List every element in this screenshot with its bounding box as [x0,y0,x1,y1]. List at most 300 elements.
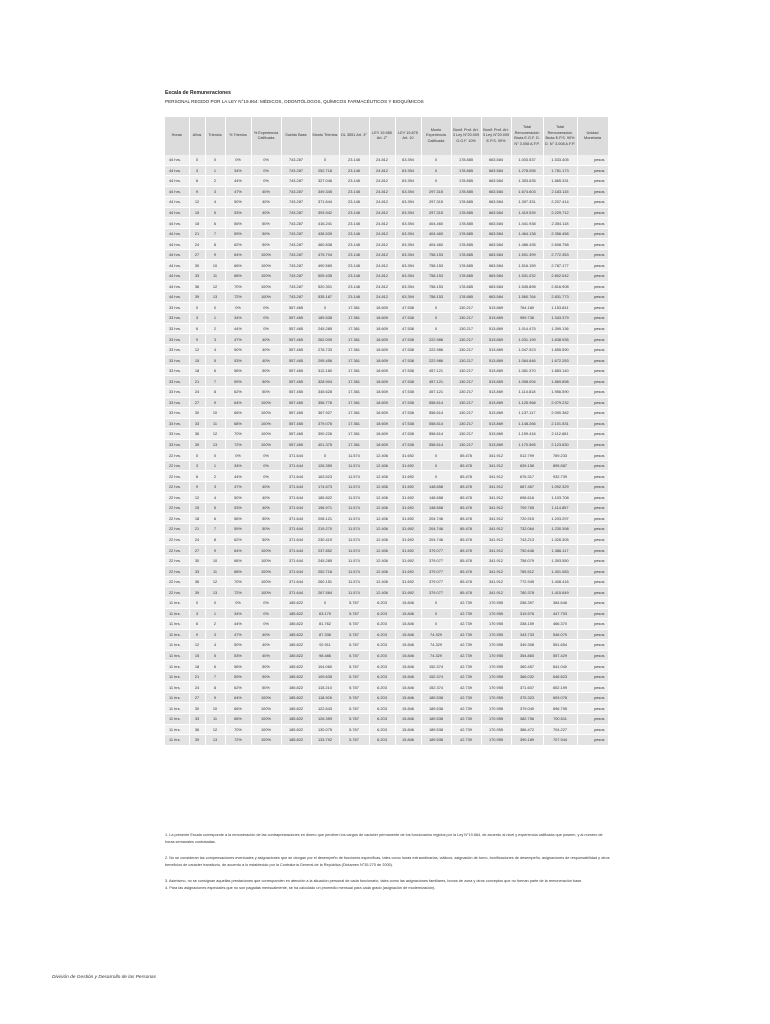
table-cell: 0 [311,155,339,165]
table-cell: 1.003.537 [511,155,543,165]
table-cell: 393.942 [311,207,339,218]
table-cell: 50% [251,239,281,250]
table-cell: 68% [225,713,251,724]
table-cell: 1.343.379 [543,313,577,324]
table-cell: 513.869 [481,334,511,345]
table-cell: 743.287 [281,271,311,282]
table-cell: 15.846 [395,650,421,661]
column-header: Monto Trienios [311,117,339,155]
table-cell: 50% [251,661,281,672]
table-cell: 379.077 [421,566,451,577]
table-cell: 551.654 [543,640,577,651]
table-cell: 490.569 [311,260,339,271]
table-cell: 24.812 [369,292,395,303]
table-cell: 11 [205,566,225,577]
table-cell: 11.574 [339,513,369,524]
table-cell: pesos [577,408,608,419]
table-cell: 50% [251,671,281,682]
table-cell: 22 hrs. [165,534,189,545]
table-cell: 219.270 [311,524,339,535]
table-cell: 40% [251,481,281,492]
table-cell: 31.692 [395,566,421,577]
table-cell: 33 hrs. [165,365,189,376]
table-cell: 42.739 [451,692,481,703]
table-cell: 404.460 [421,218,451,229]
table-cell: 13 [205,439,225,450]
table-row [165,471,608,482]
table-cell: 40% [251,186,281,197]
column-header: Bonif. Prof. Art. 3 Ley N°20.009 G.G.F. 10% [451,117,481,155]
table-cell: 63.394 [395,249,421,260]
table-cell: 63.394 [395,218,421,229]
table-cell: 222.986 [421,355,451,366]
table-cell: 11.574 [339,460,369,471]
table-cell: 17.361 [339,344,369,355]
table-cell: 11 hrs. [165,713,189,724]
table-cell: 5.787 [339,671,369,682]
table-cell: 23.148 [339,218,369,229]
table-cell: 758.153 [421,292,451,303]
table-cell: 31.692 [395,545,421,556]
table-cell: 297.315 [421,186,451,197]
table-cell: 1.153.841 [543,302,577,313]
table-row [165,176,608,187]
table-cell: 375.323 [511,692,543,703]
table-cell: 1.064.646 [511,355,543,366]
table-cell: 64% [225,692,251,703]
table-cell: 513.869 [481,323,511,334]
table-cell: 30 [189,260,205,271]
table-cell: 53% [225,650,251,661]
table-cell: 0 [421,165,451,176]
table-cell: 360.457 [511,661,543,672]
table-cell: 2.090.382 [543,408,577,419]
table-cell: 345.628 [311,387,339,398]
table-cell: 5.787 [339,661,369,672]
table-cell: 0 [421,176,451,187]
table-cell: 148.658 [421,481,451,492]
table-cell: 22 hrs. [165,471,189,482]
table-cell: 63.394 [395,176,421,187]
table-cell: 56% [225,365,251,376]
table-cell: 24.812 [369,165,395,176]
table-cell: 557.465 [281,313,311,324]
table-cell: 130.217 [451,365,481,376]
table-cell: 36 [189,281,205,292]
table-cell: 11 hrs. [165,735,189,746]
table-cell: 12.406 [369,534,395,545]
table-row [165,165,608,176]
table-cell: 47% [225,334,251,345]
table-cell: 5.787 [339,724,369,735]
table-cell: 33 [189,566,205,577]
table-cell: 513.869 [481,397,511,408]
table-cell: 100% [251,439,281,450]
table-cell: pesos [577,249,608,260]
table-cell: 7 [205,671,225,682]
table-cell: 341.912 [481,534,511,545]
table-cell: 118.926 [311,692,339,703]
table-cell: 6 [205,513,225,524]
table-header-row [165,117,608,155]
table-cell: 44% [225,471,251,482]
table-cell: 100% [251,555,281,566]
table-cell: 7 [205,228,225,239]
table-cell: 178.885 [451,165,481,176]
table-cell: 185.822 [281,661,311,672]
table-cell: 42.739 [451,703,481,714]
table-cell: 341.912 [481,545,511,556]
table-cell: 23.148 [339,176,369,187]
table-row [165,397,608,408]
table-cell: 62% [225,682,251,693]
table-row [165,671,608,682]
table-cell: 354.883 [511,650,543,661]
table-cell: pesos [577,460,608,471]
table-cell: pesos [577,534,608,545]
table-cell: 23.148 [339,292,369,303]
table-cell: 50% [251,513,281,524]
table-cell: 170.955 [481,597,511,608]
table-cell: 1.114.818 [511,387,543,398]
table-cell: 0% [225,597,251,608]
table-cell: 3 [189,313,205,324]
table-cell: 12 [205,281,225,292]
table-cell: 379.077 [421,555,451,566]
table-cell: 24.812 [369,155,395,165]
table-cell: 11 hrs. [165,619,189,630]
table-cell: 12 [189,492,205,503]
table-cell: 40% [251,492,281,503]
table-cell: 100% [251,703,281,714]
table-cell: 66% [225,703,251,714]
table-cell: 85.478 [451,566,481,577]
table-cell: 130.217 [451,408,481,419]
table-cell: 371.644 [281,471,311,482]
table-cell: 31.692 [395,534,421,545]
table-cell: 237.852 [311,545,339,556]
table-cell: 404.460 [421,239,451,250]
table-cell: 245.285 [311,555,339,566]
table-cell: 70% [225,576,251,587]
table-cell: 27 [189,249,205,260]
table-cell: 0 [421,460,451,471]
table-cell: 85.478 [451,576,481,587]
table-cell: 557.465 [281,323,311,334]
table-cell: 12.406 [369,545,395,556]
table-cell: 404.460 [421,228,451,239]
table-cell: 122.643 [311,703,339,714]
table-row [165,439,608,450]
table-cell: 63.394 [395,165,421,176]
column-header: Sueldo Base [281,117,311,155]
table-cell: 11.574 [339,555,369,566]
table-cell: 379.077 [421,576,451,587]
table-cell: 44 hrs. [165,228,189,239]
table-cell: 0 [421,450,451,461]
table-cell: 5.787 [339,608,369,619]
table-cell: 6 [189,619,205,630]
table-cell: pesos [577,397,608,408]
table-cell: 104.060 [311,661,339,672]
table-cell: 743.287 [281,155,311,165]
table-cell: 460.838 [311,239,339,250]
table-cell: 44 hrs. [165,271,189,282]
table-cell: 9 [189,186,205,197]
table-cell: 557.465 [281,387,311,398]
table-cell: 3 [205,629,225,640]
table-cell: 22 hrs. [165,513,189,524]
column-header: Bonif. Prof. Art. 3 Ley N°20.009 E.P.S. 90% [481,117,511,155]
table-cell: 18.609 [369,418,395,429]
table-cell: pesos [577,365,608,376]
table-cell: pesos [577,576,608,587]
table-row [165,545,608,556]
table-cell: pesos [577,260,608,271]
table-cell: 17.361 [339,313,369,324]
table-cell: 22 hrs. [165,524,189,535]
table-cell: 513.869 [481,313,511,324]
table-cell: 27 [189,545,205,556]
table-row [165,418,608,429]
column-header: LEY 19.875 Art. 10 [395,117,421,155]
column-header: % Experiencia Calificada [251,117,281,155]
table-cell: 11.574 [339,450,369,461]
table-cell: 24.812 [369,197,395,208]
table-cell: 2 [205,176,225,187]
table-cell: 5 [205,503,225,514]
table-row [165,566,608,577]
table-cell: 384.646 [543,597,577,608]
table-cell: 6.203 [369,608,395,619]
table-cell: 5.787 [339,629,369,640]
table-cell: 44 hrs. [165,260,189,271]
table-cell: 23.148 [339,271,369,282]
table-row [165,555,608,566]
table-cell: 379.040 [511,703,543,714]
note-2: 2. No se consideran las compensaciones eventuales y asignaciones que se otorgan por el desempeño de funciones específicas, tales como horas extraordinarias, viáticos, asignación de turno, bonificaciones de desempeño, asignaciones de responsabilidad y otros beneficios de carácter transitorio, de acuerdo a lo establecido por la Contraloría General de la República (Dictamen N°35.275 de 2005). [165,856,610,867]
table-cell: 5.787 [339,619,369,630]
table-cell: 185.822 [281,682,311,693]
table-cell: 252.718 [311,165,339,176]
table-cell: 10 [205,703,225,714]
table-cell: 33 hrs. [165,344,189,355]
table-cell: 0% [251,471,281,482]
table-row [165,503,608,514]
table-cell: 31.692 [395,450,421,461]
table-cell: 11.574 [339,587,369,598]
table-cell: 557.465 [281,418,311,429]
table-cell: 63.394 [395,155,421,165]
table-row [165,524,608,535]
table-cell: 68% [225,418,251,429]
table-cell: 47.538 [395,408,421,419]
table-cell: 24.812 [369,239,395,250]
table-cell: 170.955 [481,671,511,682]
table-cell: 39 [189,292,205,303]
table-cell: 15 [189,207,205,218]
table-cell: 0% [251,619,281,630]
table-row [165,197,608,208]
table-cell: 758.153 [421,249,451,260]
table-cell: 663.584 [481,292,511,303]
table-cell: 546.079 [543,629,577,640]
table-cell: 23.148 [339,249,369,260]
table-cell: 44 hrs. [165,186,189,197]
table-cell: 66% [225,555,251,566]
table-cell: 30 [189,703,205,714]
table-cell: 11.574 [339,524,369,535]
table-cell: 44 hrs. [165,292,189,303]
table-cell: 17.361 [339,429,369,440]
table-cell: 33 [189,418,205,429]
table-cell: pesos [577,450,608,461]
table-cell: 663.584 [481,228,511,239]
table-cell: 24.812 [369,228,395,239]
table-cell: 24 [189,682,205,693]
table-cell: 100% [251,418,281,429]
table-cell: 22 hrs. [165,481,189,492]
table-cell: pesos [577,239,608,250]
table-cell: 40% [251,629,281,640]
table-cell: 505.435 [311,271,339,282]
table-cell: 475.704 [311,249,339,260]
table-cell: 85.478 [451,460,481,471]
table-cell: 2.112.681 [543,429,577,440]
table-cell: 366.032 [511,671,543,682]
table-cell: 50% [225,197,251,208]
table-row [165,450,608,461]
table-cell: 371.644 [281,566,311,577]
document-subtitle: PERSONAL REGIDO POR LA LEY N°19.664: MÉDICOS, ODONTÓLOGOS, QUÍMICOS FARMACÉUTICOS Y BIOQUÍMICOS [165,99,424,104]
table-cell: pesos [577,176,608,187]
table-cell: 696.795 [543,703,577,714]
table-cell: 178.885 [451,249,481,260]
table-cell: 12.406 [369,492,395,503]
table-cell: pesos [577,566,608,577]
table-cell: 40% [251,344,281,355]
table-cell: 42.739 [451,724,481,735]
table-cell: 743.213 [511,534,543,545]
table-cell: 34% [225,313,251,324]
table-cell: 15.846 [395,661,421,672]
table-cell: 204.746 [421,534,451,545]
table-cell: 6.203 [369,629,395,640]
table-cell: 1.326.305 [543,534,577,545]
column-header: Monto Experiencia Calificada [421,117,451,155]
table-cell: 0% [251,302,281,313]
table-cell: 3 [189,460,205,471]
table-row [165,619,608,630]
table-cell: 447.793 [543,608,577,619]
table-cell: 6 [189,323,205,334]
table-cell: 9 [189,334,205,345]
table-cell: 6.203 [369,703,395,714]
table-cell: 170.955 [481,724,511,735]
table-cell: 13 [205,292,225,303]
table-cell: 59% [225,376,251,387]
table-cell: 47.538 [395,355,421,366]
table-cell: 50% [251,524,281,535]
table-cell: 39 [189,439,205,450]
table-cell: 185.822 [281,597,311,608]
table-cell: 704.227 [543,724,577,735]
table-cell: 47% [225,186,251,197]
table-cell: 1 [205,165,225,176]
table-cell: 0 [421,619,451,630]
table-cell: 170.955 [481,703,511,714]
table-cell: 170.955 [481,661,511,672]
table-cell: 663.584 [481,281,511,292]
table-cell: 185.822 [281,724,311,735]
table-cell: 297.315 [421,197,451,208]
table-cell: 1.674.603 [511,186,543,197]
table-cell: 44 hrs. [165,249,189,260]
table-cell: 12.406 [369,524,395,535]
table-cell: 1.203.297 [543,513,577,524]
table-cell: 11.574 [339,566,369,577]
table-cell: 0 [311,597,339,608]
table-cell: 178.885 [451,186,481,197]
table-cell: 12 [189,344,205,355]
table-cell: pesos [577,218,608,229]
table-cell: pesos [577,355,608,366]
table-cell: 338.159 [511,619,543,630]
table-cell: pesos [577,587,608,598]
table-cell: 11 hrs. [165,703,189,714]
table-cell: 34% [225,165,251,176]
table-cell: 1.956.590 [543,387,577,398]
table-cell: 0 [421,313,451,324]
table-row [165,661,608,672]
table-cell: 17.361 [339,334,369,345]
table-cell: 12.406 [369,481,395,492]
table-cell: 178.885 [451,176,481,187]
table-cell: 267.584 [311,587,339,598]
table-cell: 687.467 [511,481,543,492]
table-cell: 663.584 [481,207,511,218]
table-cell: 185.822 [281,735,311,746]
table-cell: 295.456 [311,355,339,366]
table-cell: 297.315 [421,207,451,218]
table-cell: 9 [205,692,225,703]
table-cell: 42.739 [451,597,481,608]
table-cell: 13 [205,735,225,746]
table-cell: 42.739 [451,661,481,672]
table-cell: 208.121 [311,513,339,524]
table-cell: 50% [251,376,281,387]
table-cell: 50% [225,640,251,651]
table-cell: 7 [205,376,225,387]
table-cell: pesos [577,418,608,429]
table-cell: 557.465 [281,355,311,366]
table-cell: 1 [205,608,225,619]
table-cell: 100% [251,587,281,598]
table-cell: 11 hrs. [165,597,189,608]
table-cell: 24.812 [369,186,395,197]
table-cell: 18.609 [369,334,395,345]
table-cell: 15 [189,503,205,514]
table-cell: 22 hrs. [165,587,189,598]
table-row [165,228,608,239]
table-cell: 0 [205,597,225,608]
table-cell: 769.233 [543,450,577,461]
table-cell: 12.406 [369,450,395,461]
table-cell: pesos [577,471,608,482]
table-cell: 100% [251,692,281,703]
table-cell: pesos [577,429,608,440]
table-cell: 63.394 [395,281,421,292]
